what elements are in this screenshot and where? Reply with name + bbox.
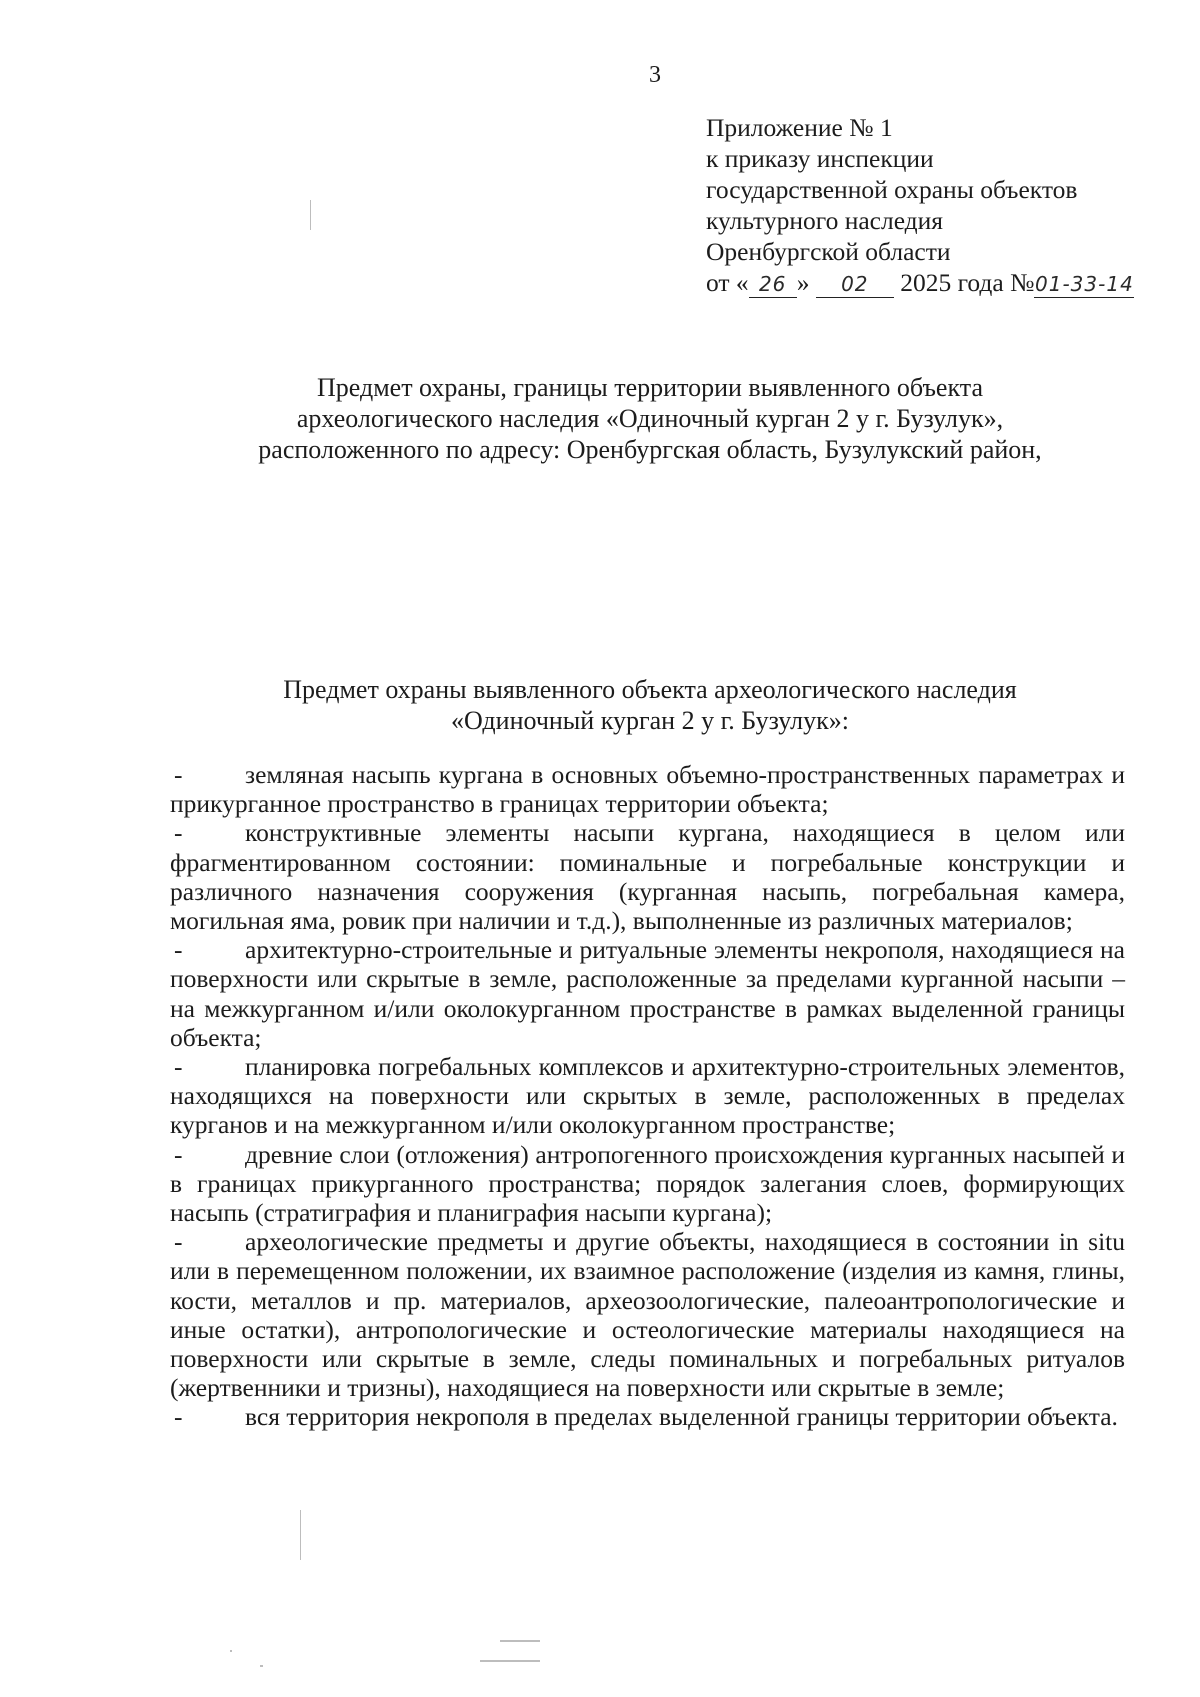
list-item <box>170 760 1125 818</box>
section-title-line-1: Предмет охраны выявленного объекта археологического наследия <box>283 675 1017 704</box>
appendix-header <box>706 112 1166 300</box>
section-title-line-2: «Одиночный курган 2 у г. Бузулук»: <box>451 706 849 735</box>
appendix-line-1: Приложение № 1 <box>706 113 893 142</box>
scan-artifact <box>300 1510 301 1560</box>
list-dash: - <box>174 1227 183 1257</box>
list-item <box>170 1227 1125 1402</box>
list-dash: - <box>174 1402 183 1432</box>
appendix-line-5: Оренбургской области <box>706 237 951 266</box>
scan-artifact <box>500 1640 540 1642</box>
list-dash: - <box>174 1139 183 1169</box>
section-title <box>150 674 1150 736</box>
date-prefix: от « <box>706 268 749 297</box>
scan-artifact <box>310 200 311 230</box>
handwritten-day: 26 <box>749 269 797 300</box>
date-year: 2025 года № <box>893 268 1035 297</box>
title-line-3: расположенного по адресу: Оренбургская область, Бузулукский район, <box>258 435 1042 464</box>
page-number: 3 <box>649 62 661 88</box>
date-separator: » <box>796 268 816 297</box>
appendix-line-3: государственной охраны объектов <box>706 175 1078 204</box>
list-item-text: архитектурно-строительные и ритуальные элементы некрополя, находящиеся на поверхности или скрытые в земле, расположенные за пределами курганной насыпи – на межкурганном и/или околокурганном пространстве в рамках выделенной границы объекта; <box>170 935 1125 1052</box>
title-line-2: археологического наследия «Одиночный курган 2 у г. Бузулук», <box>296 404 1004 433</box>
list-dash: - <box>174 935 183 965</box>
handwritten-order-number: 01-33-14 <box>1034 269 1134 300</box>
list-item-text: археологические предметы и другие объекты, находящиеся в состоянии in situ или в перемещенном положении, их взаимное расположение (изделия из камня, глины, кости, металлов и пр. материалов, археозоологические, палеоантропологические и иные остатки), антропологические и остеологические материалы находящиеся на поверхности или скрытые в земле, следы поминальных и погребальных ритуалов (жертвенники и тризны), находящиеся на поверхности или скрытые в земле; <box>170 1227 1125 1403</box>
appendix-line-2: к приказу инспекции <box>706 144 934 173</box>
list-dash: - <box>174 760 183 789</box>
list-item <box>170 1140 1125 1228</box>
list-item-text: планировка погребальных комплексов и архитектурно-строительных элементов, находящихся на поверхности или скрытых в земле, расположенных в пределах курганов и на межкурганном и/или околокурганном пространстве; <box>170 1052 1125 1140</box>
list-dash: - <box>174 818 183 848</box>
handwritten-month: 02 <box>816 269 894 300</box>
list-item <box>170 818 1125 935</box>
scan-artifact <box>480 1660 540 1662</box>
scan-artifact <box>230 1650 232 1652</box>
scan-artifact <box>260 1665 263 1667</box>
appendix-date-line <box>706 267 1166 300</box>
list-item-text: древние слои (отложения) антропогенного происхождения курганных насыпей и в границах прикурганного пространства; порядок залегания слоев, формирующих насыпь (стратиграфия и планиграфия насыпи кургана); <box>170 1139 1125 1228</box>
list-item <box>170 935 1125 1052</box>
list-item-text: конструктивные элементы насыпи кургана, находящиеся в целом или фрагментированном состоянии: поминальные и погребальные конструкции и различного назначения сооружения (курганная насыпь, погребальная камера, могильная яма, ровик при наличии и т.д.), выполненные из различных материалов; <box>170 818 1125 936</box>
list-item-text: вся территория некрополя в пределах выделенной границы территории объекта. <box>245 1402 1118 1432</box>
list-dash: - <box>174 1052 183 1082</box>
protection-items-list <box>170 760 1125 1432</box>
appendix-line-4: культурного наследия <box>706 206 944 235</box>
document-title <box>150 372 1150 465</box>
list-item-text: земляная насыпь кургана в основных объемно-пространственных параметрах и прикурганное пространство в границах территории объекта; <box>170 760 1125 819</box>
list-item <box>170 1402 1125 1431</box>
list-item <box>170 1052 1125 1140</box>
title-line-1: Предмет охраны, границы территории выявленного объекта <box>317 373 983 402</box>
